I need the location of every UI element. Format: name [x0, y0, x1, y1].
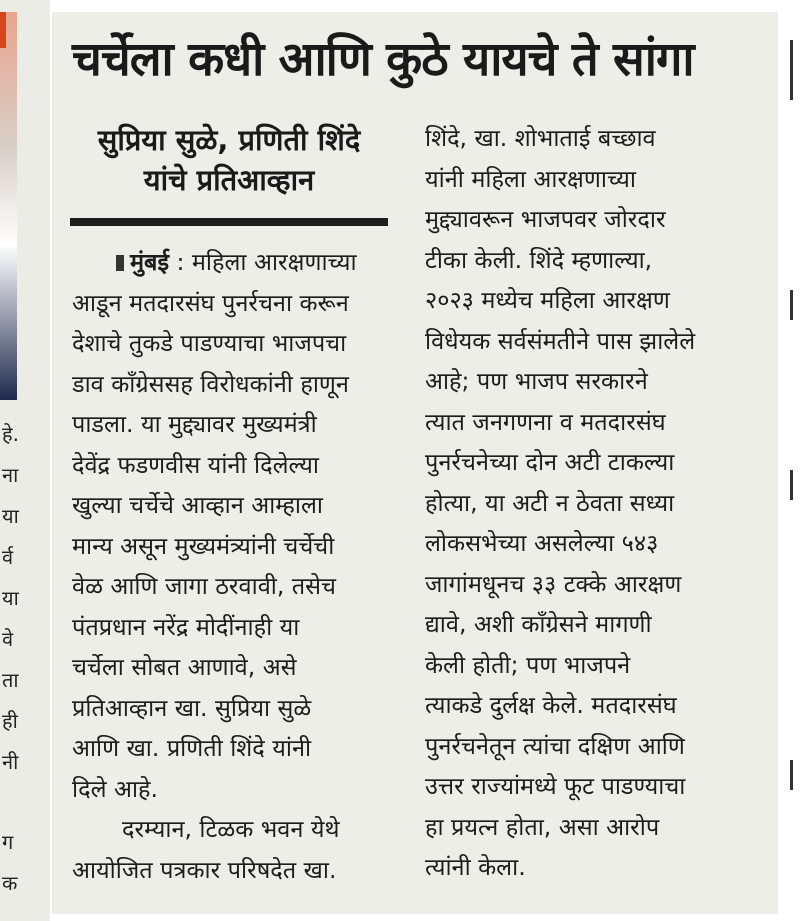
article-line: देशाचे तुकडे पाडण्याचा भाजपचा — [72, 329, 347, 357]
article-line: आडून मतदारसंघ पुनर्रचना करून — [72, 288, 349, 317]
adjacent-text-mark — [790, 40, 793, 100]
article-line: दिले आहे. — [72, 774, 158, 803]
article-line: वेळ आणि जागा ठरवावी, तसेच — [72, 572, 336, 600]
article-line: द्यावे, अशी काँग्रेसने मागणी — [425, 610, 652, 638]
article-line: खुल्या चर्चेचे आव्हान आम्हाला — [72, 491, 323, 519]
article-line: पुनर्रचनेच्या दोन अटी टाकल्या — [425, 448, 675, 476]
article-line: चर्चेला सोबत आणावे, असे — [72, 653, 297, 681]
article-line: त्यात जनगणना व मतदारसंघ — [425, 407, 666, 436]
adjacent-text-mark — [790, 760, 793, 790]
article-headline: चर्चेला कधी आणि कुठे यायचे ते सांगा — [72, 32, 694, 87]
article-line: हा प्रयत्न होता, असा आरोप — [425, 812, 660, 841]
article-line: मुद्द्यावरून भाजपवर जोरदार — [425, 205, 666, 233]
adjacent-text-mark — [790, 290, 793, 320]
adjacent-text-fragment: क — [2, 871, 18, 895]
article-line: पाडला. या मुद्द्यावर मुख्यमंत्री — [72, 410, 317, 438]
article-line: प्रतिआव्हान खा. सुप्रिया सुळे — [72, 693, 312, 722]
article-line-text: : महिला आरक्षणाच्या — [169, 248, 357, 276]
adjacent-photo — [0, 12, 17, 400]
article-line: आयोजित पत्रकार परिषदेत खा. — [72, 855, 337, 884]
article-line: आहे; पण भाजप सरकारने — [425, 367, 648, 395]
article-subheadline — [70, 120, 388, 200]
article-line: पंतप्रधान नरेंद्र मोदींनाही या — [72, 612, 300, 641]
adjacent-text-fragment: या — [2, 586, 19, 610]
article-line: दरम्यान, टिळक भवन येथे — [122, 815, 340, 843]
dateline: मुंबई — [130, 248, 170, 276]
article-line: जागांमधूनच ३३ टक्के आरक्षण — [425, 569, 682, 598]
adjacent-text-fragment: ता — [2, 668, 19, 692]
subheadline-line: यांचे प्रतिआव्हान — [143, 163, 315, 197]
article-line: मान्य असून मुख्यमंत्र्यांनी चर्चेची — [72, 531, 335, 560]
article-line: विधेयक सर्वसंमतीने पास झालेले — [425, 326, 696, 355]
article-line: डाव काँग्रेससह विरोधकांनी हाणून — [72, 369, 349, 398]
adjacent-text-fragment: ही — [2, 709, 18, 733]
article-line: देवेंद्र फडणवीस यांनी दिलेल्या — [72, 450, 319, 479]
adjacent-text-mark — [790, 470, 793, 500]
article-line: आणि खा. प्रणिती शिंदे यांनी — [72, 734, 312, 762]
article-line: केली होती; पण भाजपने — [425, 650, 631, 679]
article-line — [72, 242, 398, 283]
adjacent-text-fragment: या — [2, 504, 19, 528]
article-line: त्यांनी केला. — [425, 853, 526, 881]
adjacent-text-fragment: ना — [2, 463, 19, 487]
article-line: शिंदे, खा. शोभाताई बच्छाव — [425, 124, 656, 152]
article-line: यांनी महिला आरक्षणाच्या — [425, 164, 637, 193]
adjacent-column-edge — [782, 0, 800, 921]
adjacent-text-fragment: हे. — [2, 422, 19, 446]
article-line: उत्तर राज्यांमध्ये फूट पाडण्याचा — [425, 772, 686, 800]
article-line: लोकसभेच्या असलेल्या ५४३ — [425, 529, 659, 557]
adjacent-text-fragment: र्व — [2, 545, 14, 569]
article-line: टीका केली. शिंदे म्हणाल्या, — [425, 245, 653, 274]
subheadline-line: सुप्रिया सुळे, प्रणिती शिंदे — [97, 123, 361, 157]
article-line: होत्या, या अटी न ठेवता सध्या — [425, 488, 675, 517]
adjacent-article-strip — [0, 0, 50, 921]
dateline-bullet-icon — [116, 255, 124, 271]
article-line: पुनर्रचनेतून त्यांचा दक्षिण आणि — [425, 731, 685, 760]
adjacent-text-fragment: वे — [2, 627, 14, 651]
subheadline-rule — [70, 218, 388, 226]
article-line: २०२३ मध्येच महिला आरक्षण — [425, 286, 670, 314]
adjacent-red-accent — [0, 12, 6, 48]
adjacent-text-fragment: ग — [2, 830, 14, 854]
adjacent-text-fragment: नी — [2, 750, 19, 774]
article-line: त्याकडे दुर्लक्ष केले. मतदारसंघ — [425, 691, 677, 719]
article-column-right — [425, 118, 765, 888]
article-column-left — [72, 242, 398, 890]
